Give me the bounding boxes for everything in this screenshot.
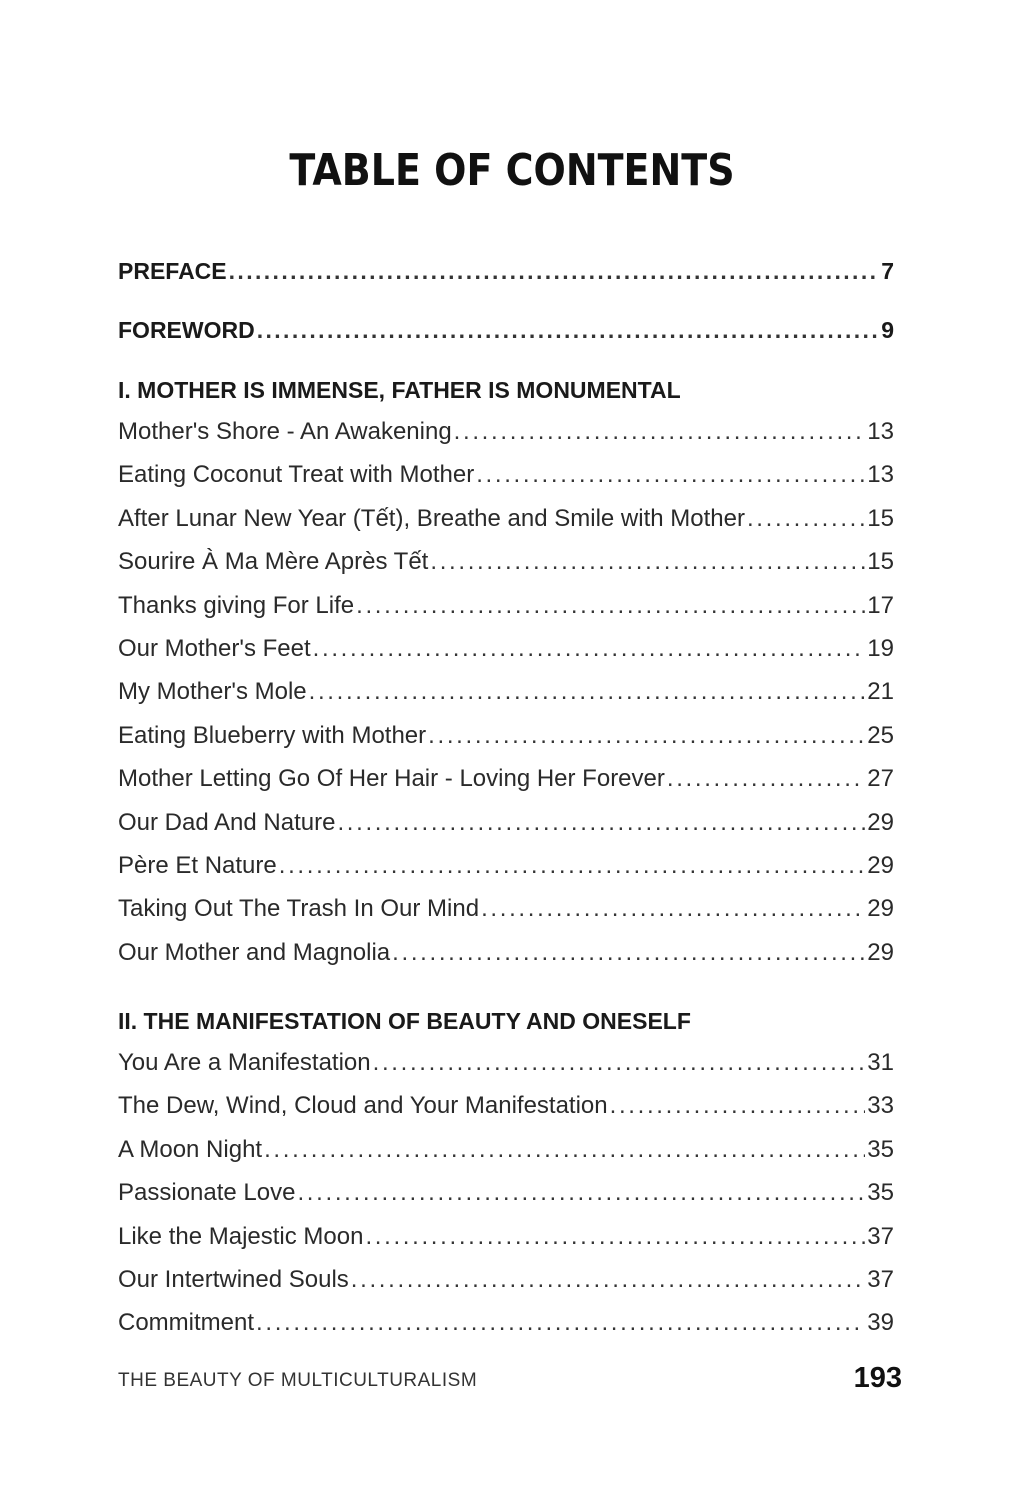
page-number: 193 xyxy=(853,1362,902,1394)
toc-entry-label: Like the Majestic Moon xyxy=(118,1222,364,1250)
toc-entry-foreword[interactable] xyxy=(118,309,894,352)
toc-entry-page: 15 xyxy=(867,504,894,532)
toc-entry-page: 13 xyxy=(867,418,894,445)
dot-leader xyxy=(610,1084,866,1127)
section-heading: II. THE MANIFESTATION OF BEAUTY AND ONESELF xyxy=(118,1008,691,1034)
toc-entry-label: Mother's Shore - An Awakening xyxy=(118,418,452,445)
toc-entry-label: Eating Blueberry with Mother xyxy=(118,721,427,749)
toc-entry-label: Thanks giving For Life xyxy=(118,591,355,619)
toc-entry-page: 29 xyxy=(867,808,894,836)
toc-section-1 xyxy=(118,370,894,974)
dot-leader xyxy=(313,627,866,670)
toc-entry-page: 29 xyxy=(867,851,894,879)
dot-leader xyxy=(454,410,866,453)
dot-leader xyxy=(264,1128,865,1171)
toc-entry-label: A Moon Night xyxy=(118,1135,263,1163)
toc-entry-label: Sourire À Ma Mère Après Tết xyxy=(118,548,429,576)
toc-entry-page: 39 xyxy=(867,1309,894,1337)
toc-entry[interactable] xyxy=(118,801,894,844)
toc-entry[interactable] xyxy=(118,410,894,453)
toc-entry-label: Our Mother and Magnolia xyxy=(118,938,391,966)
toc-entry-page: 13 xyxy=(867,461,894,489)
toc-entry-label: Eating Coconut Treat with Mother xyxy=(118,461,475,489)
toc-entry-page: 27 xyxy=(867,765,894,793)
dot-leader xyxy=(481,887,865,930)
toc-entry-page: 29 xyxy=(867,895,894,923)
toc-entry-preface[interactable] xyxy=(118,250,894,309)
dot-leader xyxy=(279,844,866,887)
toc-entry[interactable] xyxy=(118,757,894,800)
toc-entry[interactable] xyxy=(118,453,894,496)
toc-entry-label: Our Dad And Nature xyxy=(118,808,336,836)
toc-entry-page: 15 xyxy=(867,548,894,576)
toc-entry-page: 33 xyxy=(867,1092,894,1120)
toc-entry-page: 35 xyxy=(867,1135,894,1163)
toc-entry-label: Commitment xyxy=(118,1309,255,1337)
dot-leader xyxy=(430,540,865,583)
dot-leader xyxy=(309,670,866,713)
toc-entry-page: 29 xyxy=(867,938,894,966)
toc-entry-label: The Dew, Wind, Cloud and Your Manifestation xyxy=(118,1092,608,1120)
toc-entry-page: 37 xyxy=(867,1265,894,1293)
toc-entry[interactable] xyxy=(118,1171,894,1214)
dot-leader xyxy=(297,1171,865,1214)
dot-leader xyxy=(229,250,880,293)
toc-entry[interactable] xyxy=(118,627,894,670)
dot-leader xyxy=(428,714,865,757)
toc-entry[interactable] xyxy=(118,670,894,713)
toc-entry-page: 37 xyxy=(867,1222,894,1250)
dot-leader xyxy=(351,1258,866,1301)
toc-entry[interactable] xyxy=(118,1041,894,1084)
toc-entry-label: Our Intertwined Souls xyxy=(118,1265,349,1293)
toc-entry[interactable] xyxy=(118,1084,894,1127)
toc-entry-label: Passionate Love xyxy=(118,1179,296,1207)
toc-entry-label: My Mother's Mole xyxy=(118,678,307,706)
toc-entry[interactable] xyxy=(118,844,894,887)
dot-leader xyxy=(667,757,865,800)
page-title: TABLE OF CONTENTS xyxy=(289,144,735,196)
toc-entry[interactable] xyxy=(118,931,894,974)
toc-section-2 xyxy=(118,1001,894,1345)
toc-entry-page: 19 xyxy=(867,634,894,662)
dot-leader xyxy=(365,1215,865,1258)
toc-entry[interactable] xyxy=(118,1215,894,1258)
dot-leader xyxy=(257,309,879,352)
dot-leader xyxy=(337,801,865,844)
toc-entry-page: 7 xyxy=(881,258,894,284)
toc-entry[interactable] xyxy=(118,584,894,627)
toc-entry-label: You Are a Manifestation xyxy=(118,1049,371,1076)
toc-entry-label: FOREWORD xyxy=(118,317,255,343)
toc-entry-label: Taking Out The Trash In Our Mind xyxy=(118,895,480,923)
toc-entry-page: 9 xyxy=(881,317,894,343)
toc-entry[interactable] xyxy=(118,1258,894,1301)
toc-entry[interactable] xyxy=(118,1128,894,1171)
toc-entry[interactable] xyxy=(118,1301,894,1344)
dot-leader xyxy=(476,453,865,496)
toc-entry-label: Père Et Nature xyxy=(118,851,277,879)
dot-leader xyxy=(373,1041,866,1084)
dot-leader xyxy=(392,931,865,974)
dot-leader xyxy=(356,584,865,627)
toc-entry-page: 31 xyxy=(867,1049,894,1076)
front-matter-list xyxy=(118,250,894,352)
toc-entry-page: 21 xyxy=(867,678,894,706)
toc-entry-page: 35 xyxy=(867,1179,894,1207)
running-footer-title: THE BEAUTY OF MULTICULTURALISM xyxy=(118,1370,478,1391)
toc-entry[interactable] xyxy=(118,714,894,757)
toc-entry-label: After Lunar New Year (Tết), Breathe and Smile with Mother xyxy=(118,504,745,532)
toc-entry-page: 17 xyxy=(867,591,894,619)
dot-leader xyxy=(256,1301,865,1344)
toc-entry-page: 25 xyxy=(867,721,894,749)
toc-entry-label: Mother Letting Go Of Her Hair - Loving Her Forever xyxy=(118,765,665,793)
section-heading: I. MOTHER IS IMMENSE, FATHER IS MONUMENTAL xyxy=(118,377,681,403)
toc-entry-label: Our Mother's Feet xyxy=(118,634,311,662)
toc-entry-label: PREFACE xyxy=(118,258,227,284)
toc-entry[interactable] xyxy=(118,497,894,540)
toc-entry[interactable] xyxy=(118,540,894,583)
toc-entry[interactable] xyxy=(118,887,894,930)
dot-leader xyxy=(747,497,865,540)
